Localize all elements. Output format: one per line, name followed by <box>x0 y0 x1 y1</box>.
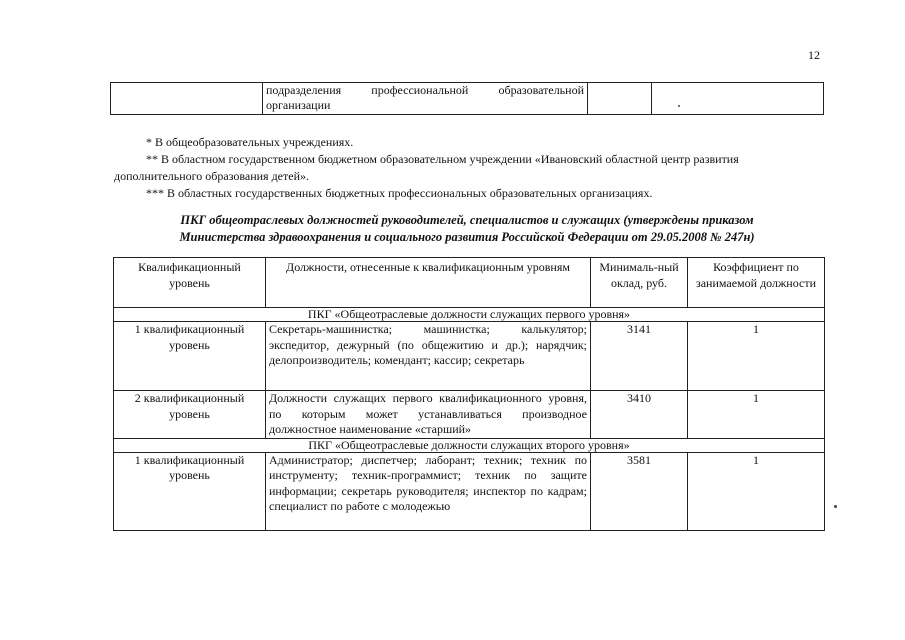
row-level: 1 квалификационный уровень <box>114 322 266 391</box>
scan-speck <box>834 505 837 508</box>
empty-cell <box>652 83 824 115</box>
row-salary: 3581 <box>591 452 688 530</box>
footnote-3: *** В областных государственных бюджетных профессиональных образовательных организациях. <box>146 186 653 200</box>
table-row <box>114 391 825 439</box>
header-positions: Должности, отнесенные к квалификационным уровням <box>266 258 591 308</box>
qualification-table <box>113 257 825 531</box>
header-coefficient: Коэффициент по занимаемой должности <box>688 258 825 308</box>
row-coefficient: 1 <box>688 391 825 439</box>
scan-speck <box>678 105 680 107</box>
empty-cell <box>111 83 263 115</box>
continuation-table <box>110 82 824 115</box>
header-salary: Минималь-ный оклад, руб. <box>591 258 688 308</box>
row-positions: Секретарь-машинистка; машинистка; калькулятор; экспедитор, дежурный (по общежитию и др.); нарядчик; делопроизводитель; комендант; кассир; секретарь <box>266 322 591 391</box>
group-row <box>114 438 825 452</box>
row-coefficient: 1 <box>688 322 825 391</box>
section-title <box>110 212 824 246</box>
header-level: Квалификационный уровень <box>114 258 266 308</box>
continuation-text: подразделения профессиональной образовательной организации <box>263 83 588 115</box>
footnote-2: ** В областном государственном бюджетном образовательном учреждении «Ивановский областной центр развития дополнительного образования детей». <box>114 152 739 183</box>
group-title: ПКГ «Общеотраслевые должности служащих второго уровня» <box>114 438 825 452</box>
group-title: ПКГ «Общеотраслевые должности служащих первого уровня» <box>114 308 825 322</box>
section-title-line-1: ПКГ общеотраслевых должностей руководителей, специалистов и служащих (утверждены приказом <box>180 213 754 227</box>
footnote-1: * В общеобразовательных учреждениях. <box>146 135 354 149</box>
table-row <box>114 452 825 530</box>
row-salary: 3141 <box>591 322 688 391</box>
row-positions: Должности служащих первого квалификационного уровня, по которым может устанавливаться производное должностное наименование «старший» <box>266 391 591 439</box>
row-coefficient: 1 <box>688 452 825 530</box>
row-positions: Администратор; диспетчер; лаборант; техник; техник по инструменту; техник-программист; техник по защите информации; секретарь руководителя; инспектор по кадрам; специалист по работе с молодежью <box>266 452 591 530</box>
table-row <box>111 83 824 115</box>
footnotes <box>114 134 826 202</box>
row-level: 2 квалификационный уровень <box>114 391 266 439</box>
section-title-line-2: Министерства здравоохранения и социального развития Российской Федерации от 29.05.2008 № 247н) <box>179 230 755 244</box>
row-salary: 3410 <box>591 391 688 439</box>
empty-cell <box>588 83 652 115</box>
row-level: 1 квалификационный уровень <box>114 452 266 530</box>
table-row <box>114 322 825 391</box>
table-header-row <box>114 258 825 308</box>
group-row <box>114 308 825 322</box>
page-number: 12 <box>808 48 820 62</box>
